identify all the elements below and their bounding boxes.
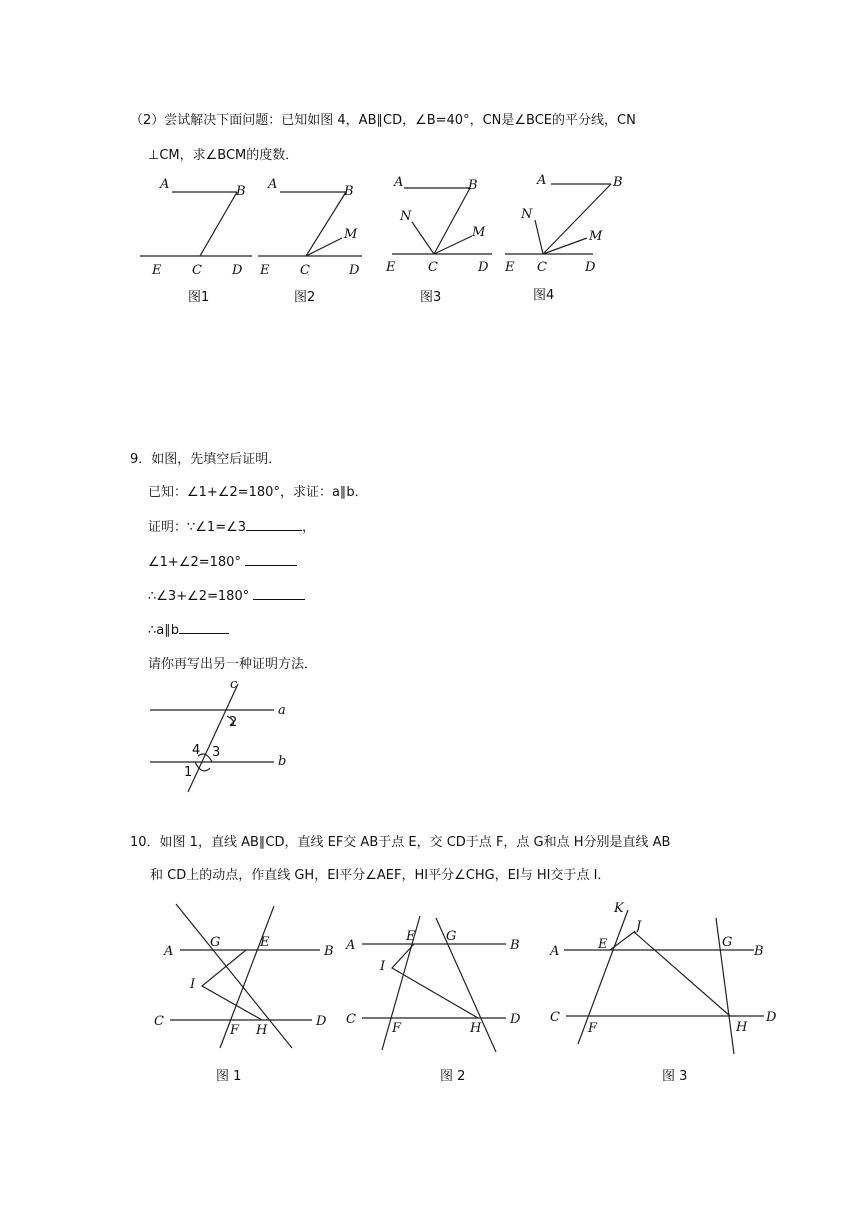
label-F: F	[392, 1021, 402, 1036]
problem10-line2: 和 CD上的动点，作直线 GH，EI平分∠AEF，HI平分∠CHG，EI与 HI交于点 I．	[150, 868, 611, 883]
label-A: A	[550, 944, 560, 959]
problem10-figure-3	[548, 898, 788, 1088]
label-B: B	[754, 944, 764, 959]
label-M: M	[589, 229, 603, 244]
problem9-given: 已知：∠1+∠2=180°，求证：a∥b．	[148, 485, 368, 500]
label-E: E	[598, 937, 608, 952]
label-E: E	[152, 263, 162, 278]
label-c: c	[230, 677, 238, 692]
label-C: C	[192, 263, 202, 278]
label-I: I	[190, 977, 196, 992]
label-F: F	[588, 1021, 598, 1036]
problem8-figure-4	[503, 170, 633, 310]
problem9-proof-step-2	[148, 553, 297, 572]
label-E: E	[260, 935, 270, 950]
proof-text: ∠1+∠2=180°	[148, 555, 241, 570]
problem10-figure-2	[344, 898, 534, 1088]
problem8-line1: （2）尝试解决下面问题：已知如图 4，AB∥CD，∠B=40°，CN是∠BCE的平分线，CN	[130, 113, 636, 128]
label-D: D	[232, 263, 243, 278]
figure-caption: 图 1	[216, 1069, 242, 1084]
label-M: M	[472, 225, 486, 240]
label-C: C	[550, 1010, 560, 1025]
problem9-title: 9．如图，先填空后证明．	[130, 452, 282, 467]
label-J: J	[636, 919, 642, 934]
figure-caption: 图2	[294, 290, 316, 305]
proof-text: 证明：∵∠1=∠3	[148, 520, 247, 535]
label-G: G	[722, 935, 733, 950]
figure-caption: 图1	[188, 290, 210, 305]
label-C: C	[537, 260, 547, 275]
proof-punct: ，	[302, 520, 316, 535]
label-C: C	[346, 1012, 356, 1027]
angle-label-4: 4	[192, 743, 201, 758]
angle-label-2: 2	[229, 715, 238, 730]
label-H: H	[736, 1020, 748, 1035]
figure-caption: 图 2	[440, 1069, 466, 1084]
answer-blank[interactable]	[245, 553, 297, 566]
label-A: A	[537, 173, 547, 188]
label-B: B	[344, 184, 354, 199]
angle-label-3b: 3	[212, 745, 221, 760]
label-A: A	[346, 938, 356, 953]
problem9-request: 请你再写出另一种证明方法．	[148, 657, 318, 672]
label-E: E	[406, 929, 416, 944]
label-A: A	[160, 177, 170, 192]
label-D: D	[766, 1010, 777, 1025]
label-D: D	[478, 260, 489, 275]
label-B: B	[510, 938, 520, 953]
figure-caption: 图 3	[662, 1069, 688, 1084]
label-B: B	[468, 178, 478, 193]
problem10-figure-1	[150, 898, 340, 1088]
label-b: b	[278, 754, 287, 769]
label-H: H	[470, 1021, 482, 1036]
problem9-figure	[150, 676, 300, 796]
problem9-proof-step-3	[148, 587, 305, 606]
label-M: M	[344, 227, 358, 242]
answer-blank[interactable]	[253, 587, 305, 600]
answer-blank[interactable]	[179, 621, 229, 634]
label-A: A	[268, 177, 278, 192]
problem9-proof-step-1	[148, 518, 315, 537]
label-E: E	[386, 260, 396, 275]
proof-text: ∴a∥b	[148, 623, 179, 638]
label-F: F	[230, 1023, 240, 1038]
label-I: I	[380, 959, 386, 974]
problem10-line1: 10．如图 1，直线 AB∥CD，直线 EF交 AB于点 E，交 CD于点 F，点 G和点 H分别是直线 AB	[130, 835, 671, 850]
label-A: A	[164, 944, 174, 959]
answer-blank[interactable]	[246, 518, 302, 531]
label-G: G	[210, 935, 221, 950]
label-K: K	[614, 901, 624, 916]
problem8-figure-1	[140, 170, 260, 310]
figure-caption: 图3	[420, 290, 442, 305]
label-A: A	[394, 175, 404, 190]
label-C: C	[300, 263, 310, 278]
label-C: C	[154, 1014, 164, 1029]
label-B: B	[324, 944, 334, 959]
label-B: B	[613, 175, 623, 190]
label-B: B	[236, 184, 246, 199]
proof-text: ∴∠3+∠2=180°	[148, 589, 250, 604]
angle-label-1: 1	[184, 765, 193, 780]
label-D: D	[510, 1012, 521, 1027]
label-D: D	[316, 1014, 327, 1029]
problem8-figure-2	[258, 170, 378, 310]
label-C: C	[428, 260, 438, 275]
label-H: H	[256, 1023, 268, 1038]
problem8-figure-3	[382, 170, 502, 310]
label-E: E	[260, 263, 270, 278]
problem8-line2: ⊥CM，求∠BCM的度数．	[148, 148, 299, 163]
label-a: a	[278, 703, 286, 718]
label-D: D	[585, 260, 596, 275]
problem9-proof-step-4	[148, 621, 229, 640]
label-G: G	[446, 929, 457, 944]
label-N: N	[400, 209, 412, 224]
label-D: D	[349, 263, 360, 278]
figure-caption: 图4	[533, 288, 555, 303]
label-E: E	[505, 260, 515, 275]
label-N: N	[521, 207, 533, 222]
